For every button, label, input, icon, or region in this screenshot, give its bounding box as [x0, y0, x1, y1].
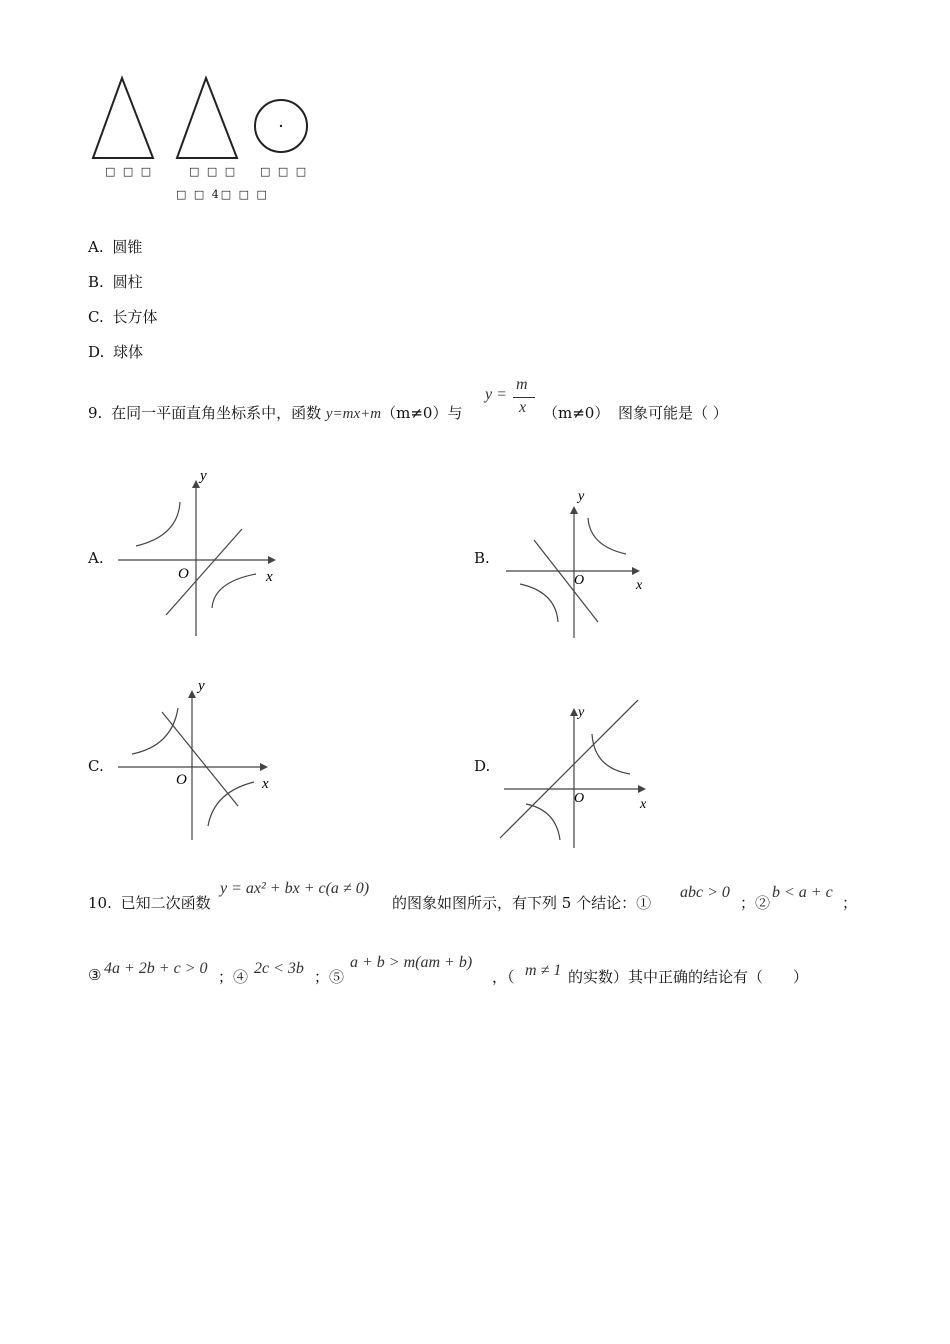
option-text: 长方体 [112, 308, 158, 326]
q9-option-a-letter[interactable]: A. [88, 549, 104, 567]
q10-line-1 [88, 892, 211, 913]
option-text: 球体 [113, 343, 144, 361]
option-text: 圆锥 [112, 238, 143, 256]
stem-text: 在同一平面直角坐标系中，函数 [111, 404, 326, 422]
separator: ；⑤ [314, 968, 345, 986]
conclusion-5: a + b > m(am + b) [350, 954, 473, 971]
circled-3: ③ [88, 966, 102, 984]
condition-text: （m≠0）与 [381, 404, 463, 422]
top-view-center-dot [280, 125, 282, 127]
x-axis-label: x [262, 776, 269, 792]
condition-text: （m≠0） [543, 404, 610, 422]
stem-text: 已知二次函数 [120, 894, 211, 912]
x-axis-label: x [640, 797, 647, 812]
q9-graph-c[interactable] [110, 672, 290, 852]
conclusion-1: abc > 0 [680, 884, 730, 901]
x-axis-label: x [636, 578, 643, 593]
option-text: 圆柱 [112, 273, 143, 291]
question-number: 9. [88, 404, 103, 422]
x-axis-label: x [266, 569, 273, 585]
condition: m ≠ 1 [525, 962, 562, 979]
side-view-triangle [177, 78, 237, 158]
option-letter: D. [88, 343, 105, 361]
top-view-label: □ □ □ [260, 165, 309, 178]
conclusion-4: 2c < 3b [254, 960, 304, 977]
conclusion-2: b < a + c [772, 884, 833, 901]
option-letter: B. [88, 273, 104, 291]
three-views-figure [85, 70, 325, 170]
fraction-bar [513, 397, 535, 398]
q8-option-a[interactable] [88, 236, 142, 257]
q9-option-b-letter[interactable]: B. [474, 549, 490, 567]
fraction-lhs: y = [485, 386, 507, 403]
fraction-denominator: x [519, 399, 527, 416]
front-view-label: □ □ □ [105, 165, 154, 178]
stem-text: 的图象如图所示，有下列 5 个结论：① [392, 894, 652, 912]
linear-function: y=mx+m [325, 406, 382, 422]
origin-label: O [178, 566, 189, 582]
stem-tail: 的实数）其中正确的结论有（ ） [568, 968, 809, 986]
option-letter: A. [88, 238, 104, 256]
q9-graph-d[interactable] [494, 694, 664, 854]
conclusion-3: 4a + 2b + c > 0 [104, 960, 208, 977]
separator: ； [842, 894, 858, 912]
question-number: 10. [88, 894, 112, 912]
quadratic-function: y = ax² + bx + c(a ≠ 0) [220, 880, 370, 897]
figure-caption: □ □ 4□ □ □ [176, 188, 269, 201]
y-axis-label: y [578, 705, 585, 720]
side-view-label: □ □ □ [189, 165, 238, 178]
fraction-numerator: m [516, 376, 528, 393]
separator: ；② [740, 894, 771, 912]
q9-graph-a[interactable] [110, 460, 290, 645]
q8-option-c[interactable] [88, 306, 158, 327]
y-axis-label: y [198, 678, 205, 694]
stem-tail: 图象可能是（ ） [618, 404, 728, 422]
front-view-triangle [93, 78, 153, 158]
q9-option-d-letter[interactable]: D. [474, 757, 491, 775]
q9-stem [88, 402, 462, 423]
q9-option-c-letter[interactable]: C. [88, 757, 104, 775]
separator: ，（ [492, 968, 515, 986]
separator: ；④ [218, 968, 249, 986]
y-axis-label: y [200, 468, 207, 484]
q8-option-b[interactable] [88, 271, 143, 292]
origin-label: O [574, 573, 585, 588]
y-axis-label: y [578, 489, 585, 504]
origin-label: O [574, 791, 585, 806]
q9-graph-b[interactable] [500, 480, 660, 645]
option-letter: C. [88, 308, 104, 326]
origin-label: O [176, 772, 187, 788]
q8-option-d[interactable] [88, 341, 143, 362]
